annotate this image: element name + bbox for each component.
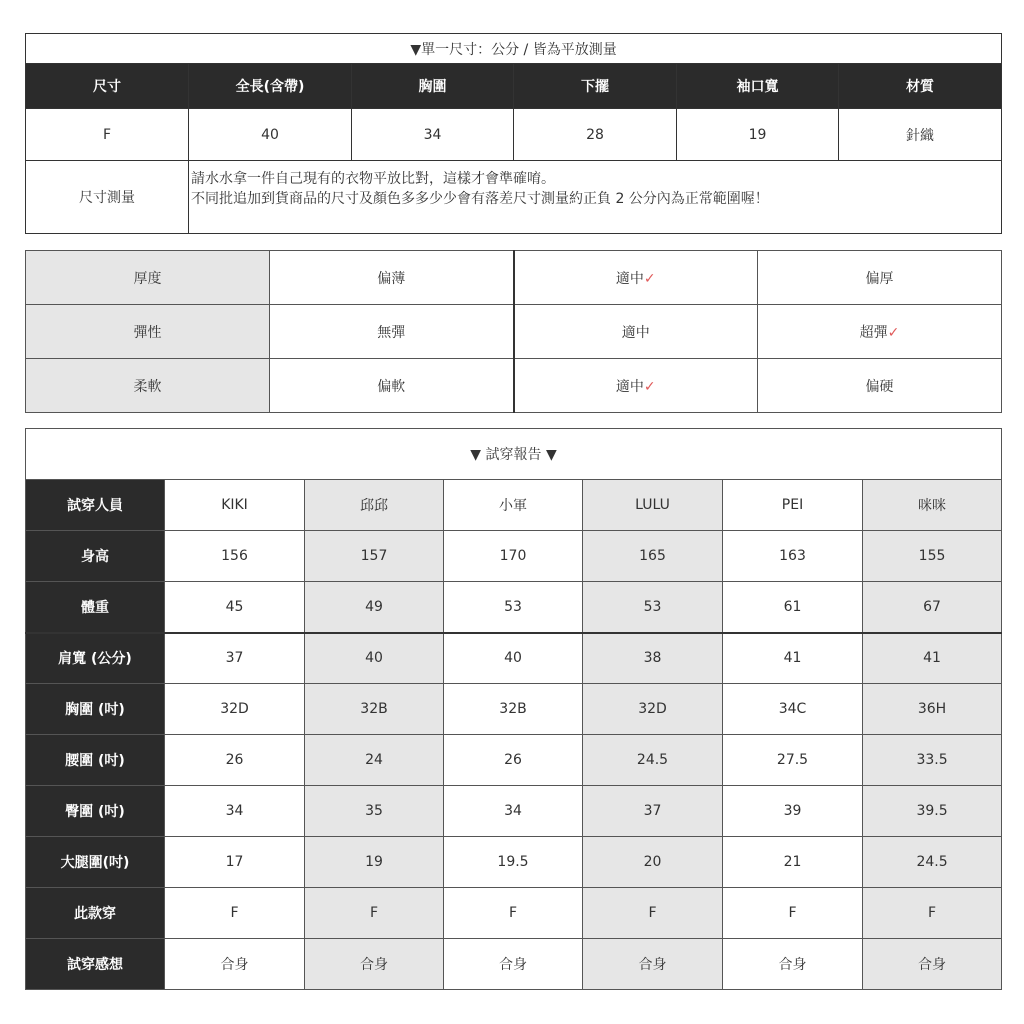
header-material: 材質 <box>839 64 1002 109</box>
cell: 61 <box>723 582 863 633</box>
measure-label: 尺寸測量 <box>26 161 189 234</box>
row-label: 體重 <box>26 582 165 633</box>
row-label: 身高 <box>26 531 165 582</box>
cell: F <box>863 888 1002 939</box>
cell: 38 <box>583 633 723 684</box>
cell: LULU <box>583 480 723 531</box>
size-table-caption: ▼單一尺寸：公分 / 皆為平放測量 <box>26 34 1002 64</box>
table-row <box>26 684 1002 735</box>
cell: 26 <box>165 735 305 786</box>
size-value: F <box>26 109 189 161</box>
cell: 40 <box>444 633 583 684</box>
thickness-option-2: 適中✓ <box>514 251 758 305</box>
cell: 36H <box>863 684 1002 735</box>
cell: 157 <box>305 531 444 582</box>
cell: 19 <box>305 837 444 888</box>
feel-table <box>25 250 1002 413</box>
cell: 170 <box>444 531 583 582</box>
elasticity-label: 彈性 <box>26 305 270 359</box>
cell: 39.5 <box>863 786 1002 837</box>
cell: 合身 <box>863 939 1002 990</box>
cell: 24.5 <box>583 735 723 786</box>
cell: 27.5 <box>723 735 863 786</box>
row-label: 肩寬 (公分) <box>26 633 165 684</box>
cell: 41 <box>863 633 1002 684</box>
cell: 32D <box>165 684 305 735</box>
row-label: 試穿感想 <box>26 939 165 990</box>
cell: 34 <box>444 786 583 837</box>
cell: 67 <box>863 582 1002 633</box>
cell: 21 <box>723 837 863 888</box>
cell: 49 <box>305 582 444 633</box>
table-row <box>26 786 1002 837</box>
cell: KIKI <box>165 480 305 531</box>
cell: F <box>583 888 723 939</box>
cell: 156 <box>165 531 305 582</box>
header-hem: 下擺 <box>514 64 677 109</box>
cell: F <box>305 888 444 939</box>
cell: 32B <box>444 684 583 735</box>
cell: 34 <box>165 786 305 837</box>
elasticity-option-1: 無彈 <box>270 305 514 359</box>
header-size: 尺寸 <box>26 64 189 109</box>
table-row <box>26 582 1002 633</box>
cell: 53 <box>444 582 583 633</box>
material-value: 針織 <box>839 109 1002 161</box>
cell: 32B <box>305 684 444 735</box>
row-label: 臀圍 (吋) <box>26 786 165 837</box>
cell: 39 <box>723 786 863 837</box>
cell: 合身 <box>723 939 863 990</box>
trial-report-caption: ▼ 試穿報告 ▼ <box>26 429 1002 480</box>
thickness-option-3: 偏厚 <box>758 251 1002 305</box>
cell: 165 <box>583 531 723 582</box>
measure-note-line-2: 不同批追加到貨商品的尺寸及顏色多多少少會有落差尺寸測量約正負 2 公分內為正常範圍喔！ <box>191 191 769 207</box>
header-length: 全長(含帶) <box>189 64 352 109</box>
cell: 咪咪 <box>863 480 1002 531</box>
trial-report-table <box>25 428 1002 990</box>
cell: PEI <box>723 480 863 531</box>
header-cuff: 袖口寬 <box>677 64 839 109</box>
row-label: 大腿圍(吋) <box>26 837 165 888</box>
cell: 35 <box>305 786 444 837</box>
length-value: 40 <box>189 109 352 161</box>
cell: 邱邱 <box>305 480 444 531</box>
table-row <box>26 837 1002 888</box>
cell: 小軍 <box>444 480 583 531</box>
cuff-value: 19 <box>677 109 839 161</box>
check-icon: ✓ <box>643 378 656 395</box>
hem-value: 28 <box>514 109 677 161</box>
cell: 合身 <box>444 939 583 990</box>
cell: 17 <box>165 837 305 888</box>
cell: 24 <box>305 735 444 786</box>
softness-option-1: 偏軟 <box>270 359 514 413</box>
check-icon: ✓ <box>643 270 656 287</box>
cell: F <box>723 888 863 939</box>
cell: 24.5 <box>863 837 1002 888</box>
row-label: 試穿人員 <box>26 480 165 531</box>
size-table <box>25 33 1002 234</box>
cell: 53 <box>583 582 723 633</box>
row-label: 胸圍 (吋) <box>26 684 165 735</box>
cell: 19.5 <box>444 837 583 888</box>
cell: 45 <box>165 582 305 633</box>
thickness-option-1: 偏薄 <box>270 251 514 305</box>
measure-note-line-1: 請水水拿一件自己現有的衣物平放比對，這樣才會準確唷。 <box>191 171 555 187</box>
measure-note <box>189 161 1002 234</box>
cell: 37 <box>165 633 305 684</box>
table-row <box>26 888 1002 939</box>
cell: 33.5 <box>863 735 1002 786</box>
table-row <box>26 939 1002 990</box>
softness-label: 柔軟 <box>26 359 270 413</box>
cell: 合身 <box>165 939 305 990</box>
cell: F <box>165 888 305 939</box>
check-icon: ✓ <box>887 324 900 341</box>
softness-option-3: 偏硬 <box>758 359 1002 413</box>
chest-value: 34 <box>352 109 514 161</box>
cell: 41 <box>723 633 863 684</box>
cell: 合身 <box>305 939 444 990</box>
row-label: 此款穿 <box>26 888 165 939</box>
cell: F <box>444 888 583 939</box>
table-row <box>26 735 1002 786</box>
cell: 26 <box>444 735 583 786</box>
cell: 32D <box>583 684 723 735</box>
table-row <box>26 531 1002 582</box>
cell: 20 <box>583 837 723 888</box>
elasticity-option-3: 超彈✓ <box>758 305 1002 359</box>
header-chest: 胸圍 <box>352 64 514 109</box>
table-row <box>26 480 1002 531</box>
cell: 37 <box>583 786 723 837</box>
cell: 合身 <box>583 939 723 990</box>
thickness-label: 厚度 <box>26 251 270 305</box>
cell: 155 <box>863 531 1002 582</box>
cell: 40 <box>305 633 444 684</box>
elasticity-option-2: 適中 <box>514 305 758 359</box>
softness-option-2: 適中✓ <box>514 359 758 413</box>
row-label: 腰圍 (吋) <box>26 735 165 786</box>
table-row <box>26 633 1002 684</box>
cell: 34C <box>723 684 863 735</box>
cell: 163 <box>723 531 863 582</box>
